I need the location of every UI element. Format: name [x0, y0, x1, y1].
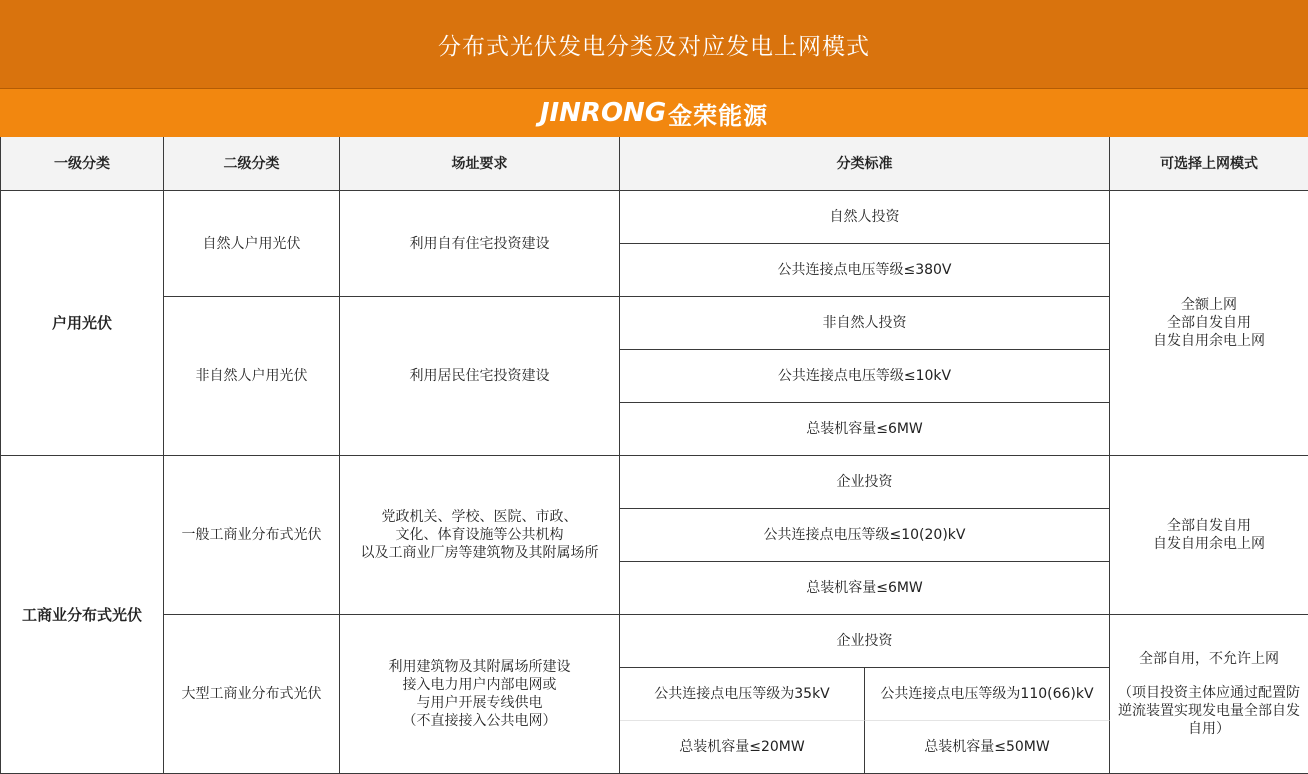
subcategory-non-natural-person: 非自然人户用光伏	[164, 297, 340, 456]
criteria-general-investor: 企业投资	[620, 456, 1110, 509]
site-non-natural-person: 利用居民住宅投资建设	[340, 297, 620, 456]
subcategory-natural-person: 自然人户用光伏	[164, 191, 340, 297]
criteria-natural-investor: 自然人投资	[620, 191, 1110, 244]
subcategory-general-commercial: 一般工商业分布式光伏	[164, 456, 340, 615]
mode-note: （项目投资主体应通过配置防逆流装置实现发电量全部自发自用）	[1118, 685, 1300, 737]
modes-large-commercial	[1110, 615, 1308, 774]
site-general-commercial: 党政机关、学校、医院、市政、 文化、体育设施等公共机构 以及工商业厂房等建筑物及其附属场所	[340, 456, 620, 615]
header-grid-mode: 可选择上网模式	[1110, 137, 1308, 191]
criteria-non-natural-investor: 非自然人投资	[620, 297, 1110, 350]
subcategory-large-commercial: 大型工商业分布式光伏	[164, 615, 340, 774]
mode-self-use-only: 全部自用，不允许上网	[1139, 651, 1279, 667]
brand-logo-chinese: 金荣能源	[668, 101, 769, 130]
header-site: 场址要求	[340, 137, 620, 191]
criteria-non-natural-voltage: 公共连接点电压等级≤10kV	[620, 350, 1110, 403]
criteria-large-capacity-20mw: 总装机容量≤20MW	[620, 721, 865, 774]
modes-household: 全额上网 全部自发自用 自发自用余电上网	[1110, 191, 1308, 456]
criteria-large-investor: 企业投资	[620, 615, 1110, 668]
criteria-large-capacity-50mw: 总装机容量≤50MW	[865, 721, 1110, 774]
header-criteria: 分类标准	[620, 137, 1110, 191]
category-commercial-pv: 工商业分布式光伏	[0, 456, 164, 774]
brand-banner	[0, 89, 1308, 137]
table-title: 分布式光伏发电分类及对应发电上网模式	[0, 0, 1308, 89]
criteria-general-voltage: 公共连接点电压等级≤10(20)kV	[620, 509, 1110, 562]
criteria-general-capacity: 总装机容量≤6MW	[620, 562, 1110, 615]
classification-table	[0, 137, 1308, 774]
category-household-pv: 户用光伏	[0, 191, 164, 456]
header-level2: 二级分类	[164, 137, 340, 191]
brand-logo-latin: JINRONG	[539, 98, 667, 128]
header-level1: 一级分类	[0, 137, 164, 191]
criteria-large-voltage-110kv: 公共连接点电压等级为110(66)kV	[865, 668, 1110, 721]
criteria-natural-voltage: 公共连接点电压等级≤380V	[620, 244, 1110, 297]
criteria-non-natural-capacity: 总装机容量≤6MW	[620, 403, 1110, 456]
modes-general-commercial: 全部自发自用 自发自用余电上网	[1110, 456, 1308, 615]
criteria-large-voltage-35kv: 公共连接点电压等级为35kV	[620, 668, 865, 721]
site-natural-person: 利用自有住宅投资建设	[340, 191, 620, 297]
site-large-commercial: 利用建筑物及其附属场所建设 接入电力用户内部电网或 与用户开展专线供电 （不直接接入公共电网）	[340, 615, 620, 774]
